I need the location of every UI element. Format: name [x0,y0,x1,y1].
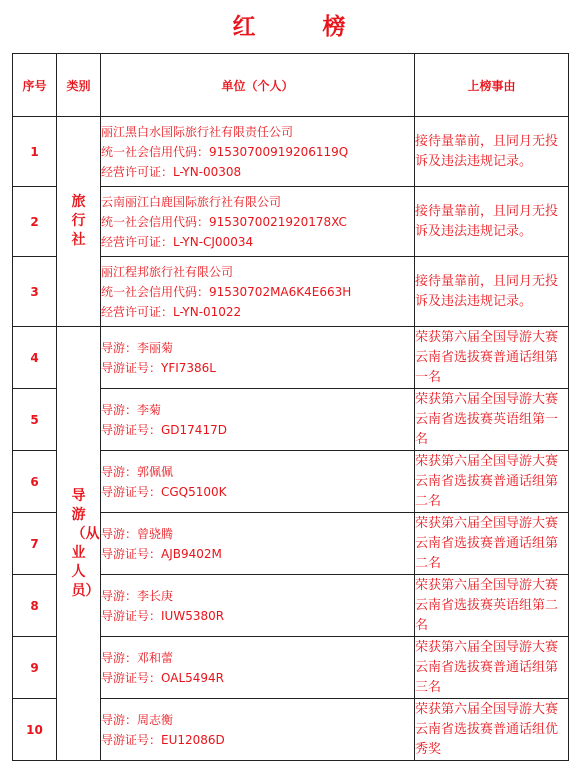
table-row [13,117,569,187]
guide-cert: 导游证号：EU12086D [101,732,225,747]
header-unit: 单位（个人） [101,54,415,117]
guide-name: 导游：郭佩佩 [101,464,174,479]
license: 经营许可证：L-YN-CJ00034 [101,234,254,249]
reason-cell: 荣获第六届全国导游大赛云南省选拔赛普通话组第二名 [415,513,569,575]
row-index: 1 [13,117,57,187]
page-title: 红 榜 [232,14,368,40]
guide-name: 导游：李丽菊 [101,340,174,355]
guide-name: 导游：李长庚 [101,588,174,603]
unit-cell [101,451,415,513]
category-agency-label: 旅行社 [71,194,86,248]
guide-cert: 导游证号：OAL5494R [101,670,225,685]
row-index: 2 [13,187,57,257]
credit-code: 统一社会信用代码：9153070021920178XC [101,214,347,229]
reason-cell: 荣获第六届全国导游大赛云南省选拔赛普通话组第三名 [415,637,569,699]
reason-cell: 接待量靠前，且同月无投诉及违法违规记录。 [415,117,569,187]
row-index: 3 [13,257,57,327]
agency-name: 云南丽江白鹿国际旅行社有限公司 [101,194,282,209]
unit-cell [101,327,415,389]
honor-table [12,53,569,761]
unit-cell [101,513,415,575]
reason-cell: 荣获第六届全国导游大赛云南省选拔赛普通话组第二名 [415,451,569,513]
reason-cell: 接待量靠前，且同月无投诉及违法违规记录。 [415,257,569,327]
row-index: 8 [13,575,57,637]
unit-cell [101,257,415,327]
reason-cell: 荣获第六届全国导游大赛云南省选拔赛普通话组优秀奖 [415,699,569,761]
header-reason: 上榜事由 [415,54,569,117]
guide-cert: 导游证号：IUW5380R [101,608,225,623]
table-row [13,327,569,389]
credit-code: 统一社会信用代码：91530700919206119Q [101,144,349,159]
row-index: 6 [13,451,57,513]
category-agency [57,117,101,327]
header-category: 类别 [57,54,101,117]
row-index: 7 [13,513,57,575]
unit-cell [101,699,415,761]
guide-name: 导游：周志衡 [101,712,174,727]
unit-cell [101,637,415,699]
reason-cell: 荣获第六届全国导游大赛云南省选拔赛英语组第二名 [415,575,569,637]
reason-cell: 荣获第六届全国导游大赛云南省选拔赛英语组第一名 [415,389,569,451]
guide-cert: 导游证号：AJB9402M [101,546,222,561]
credit-code: 统一社会信用代码：91530702MA6K4E663H [101,284,352,299]
guide-cert: 导游证号：CGQ5100K [101,484,227,499]
license: 经营许可证：L-YN-01022 [101,304,242,319]
guide-name: 导游：邓和蕾 [101,650,174,665]
license: 经营许可证：L-YN-00308 [101,164,242,179]
unit-cell [101,117,415,187]
guide-name: 导游：李菊 [101,402,162,417]
agency-name: 丽江程邦旅行社有限公司 [101,264,234,279]
row-index: 10 [13,699,57,761]
agency-name: 丽江黑白水国际旅行社有限责任公司 [101,124,294,139]
category-guide [57,327,101,761]
unit-cell [101,575,415,637]
reason-cell: 接待量靠前，且同月无投诉及违法违规记录。 [415,187,569,257]
header-index: 序号 [13,54,57,117]
guide-cert: 导游证号：GD17417D [101,422,227,437]
row-index: 5 [13,389,57,451]
unit-cell [101,389,415,451]
row-index: 9 [13,637,57,699]
reason-cell: 荣获第六届全国导游大赛云南省选拔赛普通话组第一名 [415,327,569,389]
row-index: 4 [13,327,57,389]
unit-cell [101,187,415,257]
guide-name: 导游：曾骁腾 [101,526,174,541]
guide-cert: 导游证号：YFI7386L [101,360,216,375]
category-guide-label: 导游（从业人员） [71,487,100,599]
table-header-row [13,54,569,117]
